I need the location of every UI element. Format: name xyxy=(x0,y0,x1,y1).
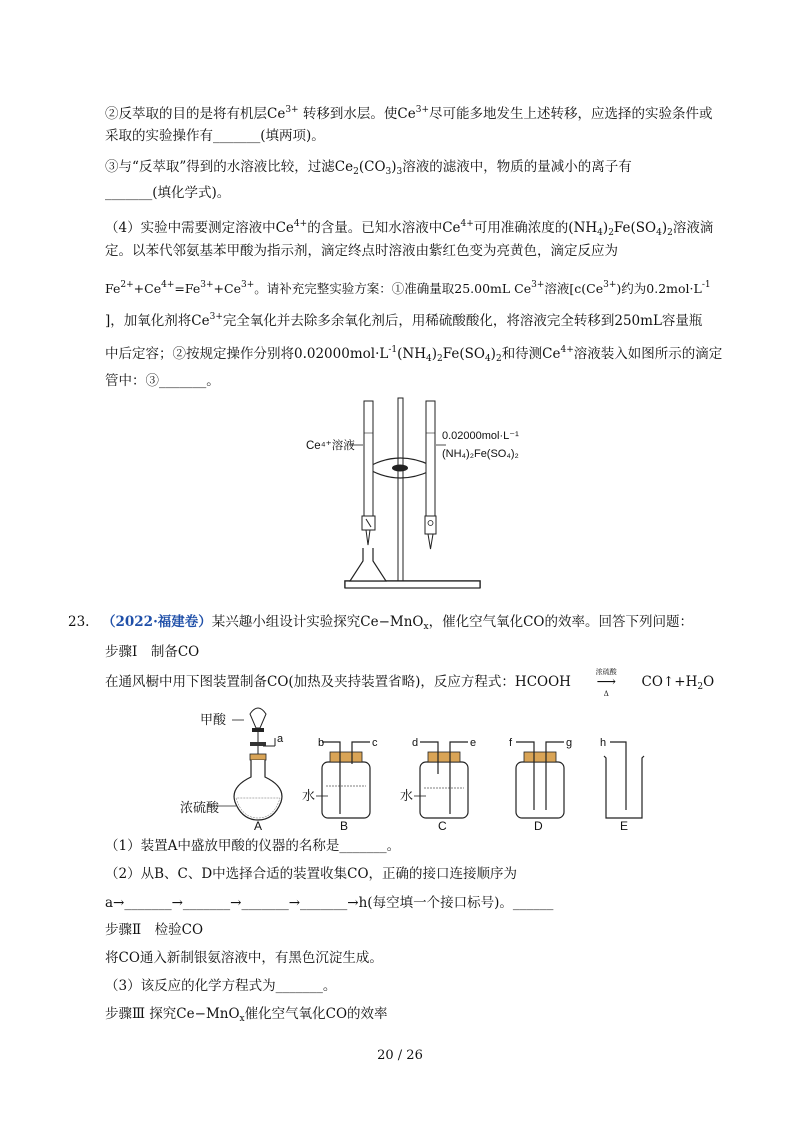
step-3-title: 步骤Ⅲ 探究Ce−MnO$_x$催化空气氧化CO的效率 xyxy=(105,1006,388,1024)
svg-text:水: 水 xyxy=(400,788,414,803)
text-line: ]，加氧化剂将$Ce^{3+}$完全氧化并去除多余氧化剂后，用稀硫酸酸化，将溶液完全转移到250mL容量瓶 xyxy=(105,312,703,329)
apparatus-figure xyxy=(180,702,660,832)
svg-text:B: B xyxy=(340,819,349,832)
text-line: （4）实验中需要测定溶液中$Ce^{4+}$的含量。已知水溶液中$Ce^{4+}$可用准确浓度的$(NH_4)_2Fe(SO_4)_2$溶液滴 xyxy=(105,219,714,238)
left-solution-label: Ce⁴⁺溶液 xyxy=(306,440,355,452)
text-line: ②反萃取的目的是将有机层$Ce^{3+}$ 转移到水层。使$Ce^{3+}$尽可能多地发生上述转移，应选择的实验条件或 xyxy=(105,105,713,122)
page-number: 20 / 26 xyxy=(377,1048,423,1063)
step-2-title: 步骤Ⅱ 检验CO xyxy=(105,922,204,938)
text-line: 中后定容；②按规定操作分别将$0.02000mol\cdot L^{-1}(NH_4)_2Fe(SO_4)_2$和待测$Ce^{4+}$溶液装入如图所示的滴定 xyxy=(105,345,723,364)
svg-text:e: e xyxy=(470,737,477,749)
svg-text:水: 水 xyxy=(302,788,316,803)
svg-text:f: f xyxy=(509,737,513,749)
svg-text:A: A xyxy=(254,819,263,832)
svg-text:h: h xyxy=(600,737,607,749)
svg-text:E: E xyxy=(620,819,629,832)
svg-text:c: c xyxy=(372,737,378,749)
step-1-desc: 在通风橱中用下图装置制备CO(加热及夹持装置省略)，反应方程式：HCOOH 浓硫酸 ⟶ Δ $CO↑+H_2O$ xyxy=(105,668,715,698)
svg-text:C: C xyxy=(438,819,447,832)
text-line: _______(填化学式)。 xyxy=(105,185,231,201)
text-line: $Fe^{2+}+Ce^{4+}=Fe^{3+}+Ce^{3+}$。请补充完整实验方案：①准确量取25.00mL $Ce^{3+}$溶液[$c(Ce^{3+})$约为$0.2mol\cdot L^{-1}$ xyxy=(105,280,711,296)
text-line: 管中：③_______。 xyxy=(105,373,220,389)
svg-text:g: g xyxy=(566,737,573,749)
text-line: 采取的实验操作有_______(填两项)。 xyxy=(105,128,325,144)
question-1: （1）装置A中盛放甲酸的仪器的名称是_______。 xyxy=(105,838,401,854)
svg-text:d: d xyxy=(412,737,419,749)
text-line: 定。以苯代邻氨基苯甲酸为指示剂，滴定终点时溶液由紫红色变为亮黄色，滴定反应为 xyxy=(105,243,618,259)
question-2: （2）从B、C、D中选择合适的装置收集CO，正确的接口连接顺序为 xyxy=(105,866,518,882)
question-23-header: 23. （2022·福建卷）某兴趣小组设计实验探究Ce−MnO$_x$，催化空气氧化CO的效率。回答下列问题： xyxy=(68,614,693,632)
svg-text:浓硫酸: 浓硫酸 xyxy=(180,800,220,815)
right-solution-label-2: (NH₄)₂Fe(SO₄)₂ xyxy=(442,448,519,460)
svg-text:D: D xyxy=(534,819,543,832)
step-1-title: 步骤Ⅰ 制备CO xyxy=(105,644,200,660)
text-line: ③与“反萃取”得到的水溶液比较，过滤$Ce_2(CO_3)_3$溶液的滤液中，物质的量减小的离子有 xyxy=(105,159,632,177)
svg-text:b: b xyxy=(318,737,325,749)
right-solution-label-1: 0.02000mol·L⁻¹ xyxy=(442,430,519,442)
step-2-desc: 将CO通入新制银氨溶液中，有黑色沉淀生成。 xyxy=(105,950,383,966)
svg-text:甲酸: 甲酸 xyxy=(200,712,227,727)
question-2-answer-line: a→_______→_______→_______→_______→h(每空填一个接口标号)。______ xyxy=(105,895,554,911)
svg-text:a: a xyxy=(277,733,284,745)
titration-figure xyxy=(300,393,540,598)
question-3: （3）该反应的化学方程式为_______。 xyxy=(105,978,337,994)
